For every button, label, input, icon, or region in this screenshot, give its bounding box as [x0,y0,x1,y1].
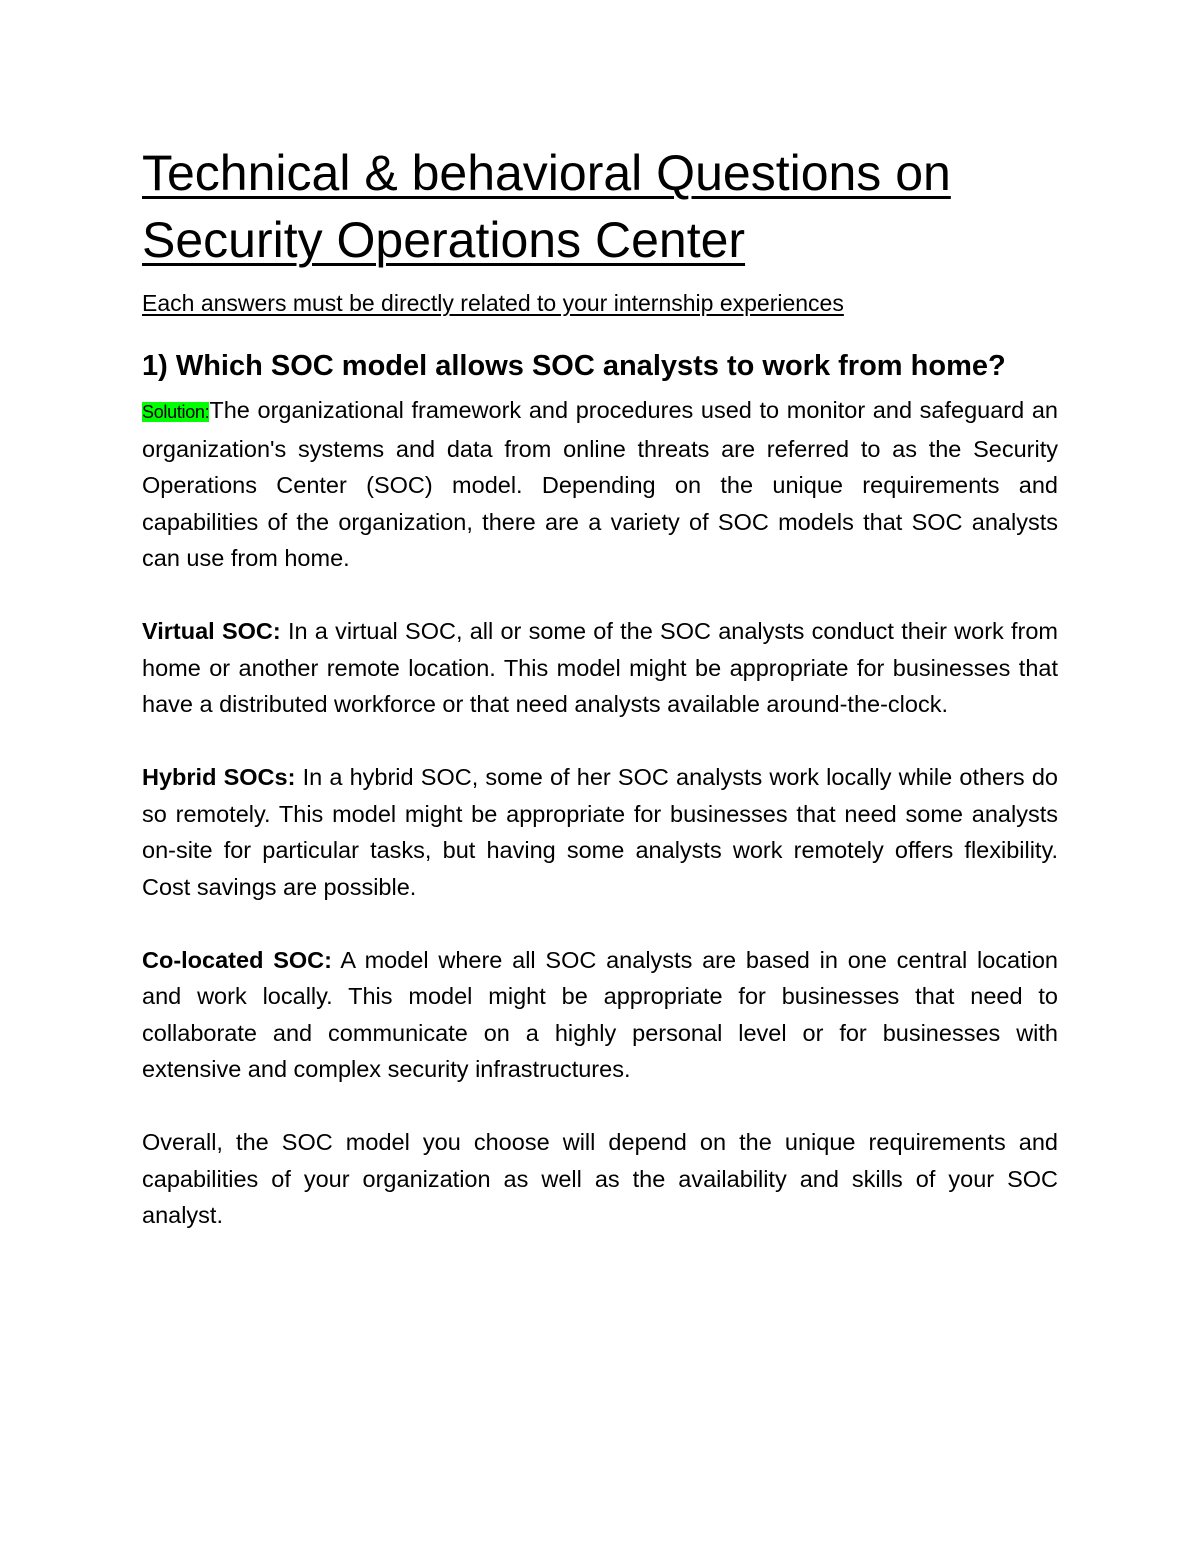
document-title: Technical & behavioral Questions on Security Operations Center [142,145,951,268]
solution-paragraph [142,392,1058,577]
model-description: In a virtual SOC, all or some of the SOC analysts conduct their work from home or another remote location. This model might be appropriate for businesses that have a distributed workforce or that need analysts available around-the-clock. [142,618,1059,717]
model-term: Hybrid SOCs: [142,764,296,790]
model-term: Co-located SOC: [142,946,332,973]
question-heading: 1) Which SOC model allows SOC analysts to work from home? [142,350,1006,382]
solution-text: The organizational framework and procedures used to monitor and safeguard an organization's systems and data from online threats are referred to as the Security Operations Center (SOC) model. Depending on the unique requirements and capabilities of the organization, there are a variety of SOC models that SOC analysts can use from home. [142,397,1058,571]
model-virtual-paragraph [142,613,1058,723]
solution-label: Solution: [142,402,210,422]
conclusion-paragraph: Overall, the SOC model you choose will depend on the unique requirements and capabilities of your organization as well as the availability and skills of your SOC analyst. [142,1129,1058,1228]
document-subtitle: Each answers must be directly related to your internship experiences [142,290,844,316]
model-hybrid-paragraph [142,759,1058,905]
model-colocated-paragraph [142,942,1058,1088]
model-term: Virtual SOC: [142,618,281,644]
model-description: A model where all SOC analysts are based in one central location and work locally. This model might be appropriate for businesses that need to collaborate and communicate on a highly personal level or for businesses with extensive and complex security infrastructures. [142,946,1058,1082]
model-description: In a hybrid SOC, some of her SOC analysts work locally while others do so remotely. This model might be appropriate for businesses that need some analysts on-site for particular tasks, but having some analysts work remotely offers flexibility. Cost savings are possible. [142,764,1058,900]
document-page [142,140,1058,1234]
